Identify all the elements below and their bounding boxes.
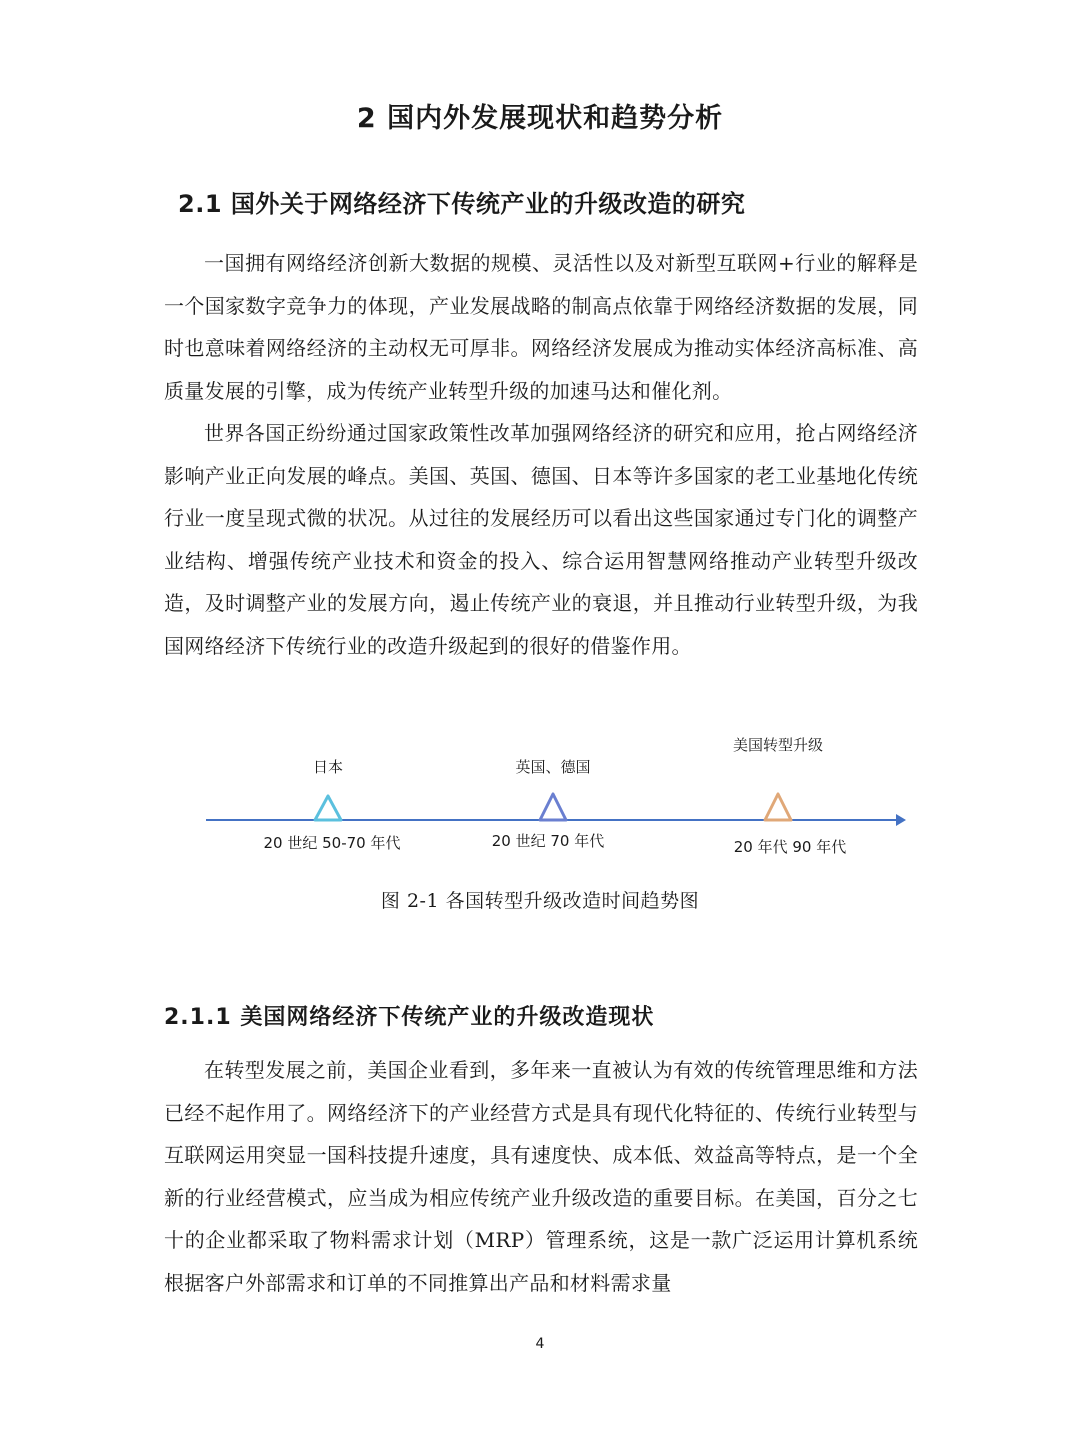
- subsection-number: 2.1.1: [164, 1005, 232, 1030]
- timeline-marker-uk-germany: [540, 794, 566, 820]
- subsection-title: 美国网络经济下传统产业的升级改造现状: [240, 1005, 655, 1030]
- body-paragraph: 一国拥有网络经济创新大数据的规模、灵活性以及对新型互联网+行业的解释是一个国家数字竞争力的体现，产业发展战略的制高点依靠于网络经济数据的发展，同时也意味着网络经济的主动权无可厚非。网络经济发展成为推动实体经济高标准、高质量发展的引擎，成为传统产业转型升级的加速马达和催化剂。: [164, 251, 918, 403]
- event-period: 20 世纪 50-70 年代: [263, 834, 401, 852]
- event-period: 20 年代 90 年代: [733, 838, 847, 856]
- event-label: 美国转型升级: [732, 736, 823, 754]
- timeline-marker-japan: [315, 796, 341, 820]
- chapter-heading: 2 国内外发展现状和趋势分析: [356, 103, 724, 134]
- body-paragraph: 在转型发展之前，美国企业看到，多年来一直被认为有效的传统管理思维和方法已经不起作用了。网络经济下的产业经营方式是具有现代化特征的、传统行业转型与互联网运用突显一国科技提升速度，具有速度快、成本低、效益高等特点，是一个全新的行业经营模式，应当成为相应传统产业升级改造的重要目标。在美国，百分之七十的企业都采取了物料需求计划（MRP）管理系统，这是一款广泛运用计算机系统根据客户外部需求和订单的不同推算出产品和材料需求量: [164, 1058, 918, 1295]
- timeline-marker-usa: [765, 794, 791, 820]
- timeline-arrowhead: [896, 814, 906, 826]
- section-heading: 2.1 国外关于网络经济下传统产业的升级改造的研究: [178, 190, 746, 218]
- event-period: 20 世纪 70 年代: [491, 832, 605, 850]
- page-number: 4: [535, 1336, 545, 1352]
- event-label: 日本: [312, 758, 343, 776]
- figure-caption: 图 2-1 各国转型升级改造时间趋势图: [380, 890, 700, 912]
- event-label: 英国、德国: [515, 758, 591, 776]
- body-paragraph: 世界各国正纷纷通过国家政策性改革加强网络经济的研究和应用，抢占网络经济影响产业正向发展的峰点。美国、英国、德国、日本等许多国家的老工业基地化传统行业一度呈现式微的状况。从过往的发展经历可以看出这些国家通过专门化的调整产业结构、增强传统产业技术和资金的投入、综合运用智慧网络推动产业转型升级改造，及时调整产业的发展方向，遏止传统产业的衰退，并且推动行业转型升级，为我国网络经济下传统行业的改造升级起到的很好的借鉴作用。: [164, 421, 918, 658]
- subsection-heading: [164, 1000, 654, 1031]
- timeline-figure: [200, 728, 920, 868]
